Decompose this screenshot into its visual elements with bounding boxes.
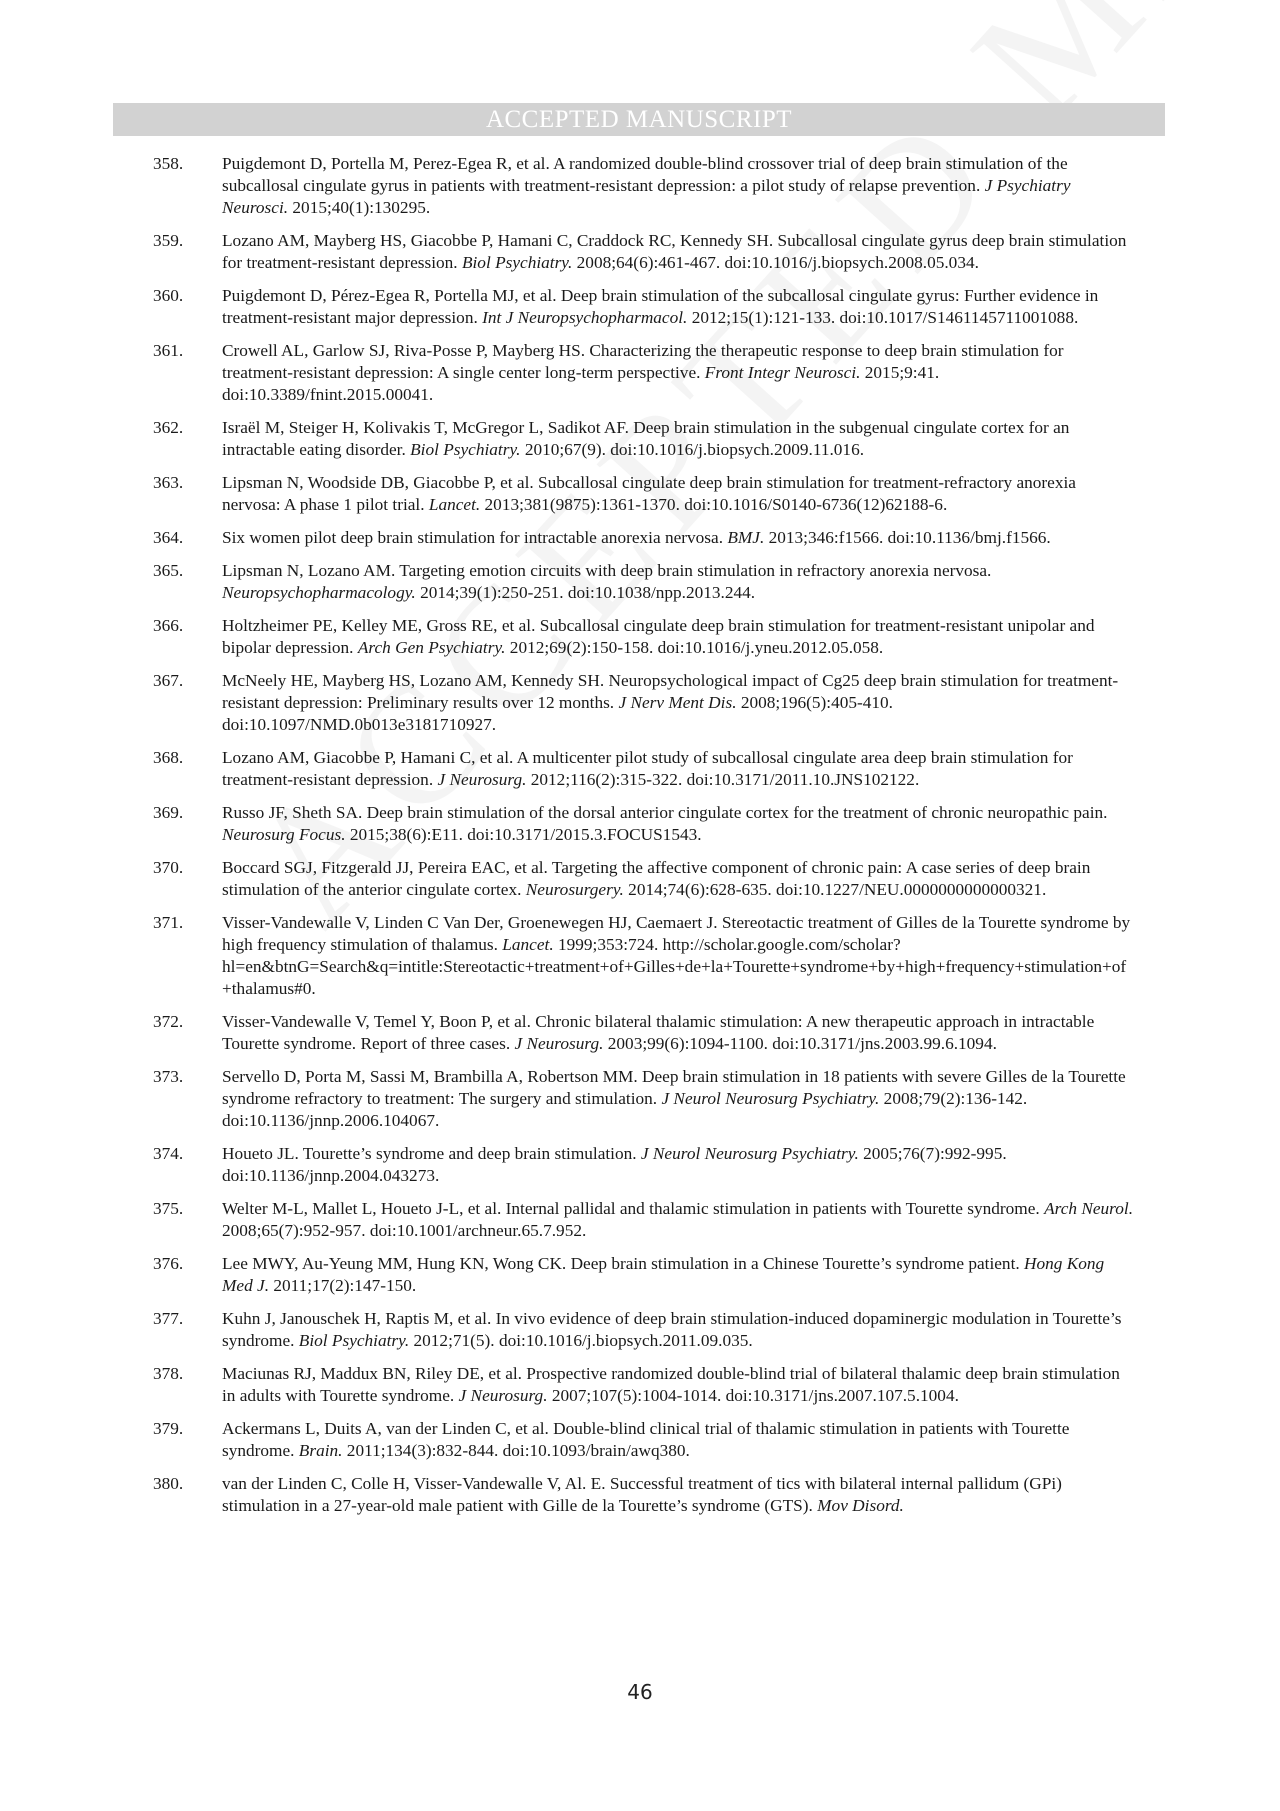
reference-text bbox=[222, 1011, 1135, 1055]
reference-journal: J Neurosurg. bbox=[437, 770, 527, 789]
reference-text bbox=[222, 285, 1135, 329]
reference-citation: Lee MWY, Au-Yeung MM, Hung KN, Wong CK. Deep brain stimulation in a Chinese Tourette’s syndrome patient. bbox=[222, 1254, 1025, 1273]
reference-journal: Biol Psychiatry. bbox=[461, 253, 573, 272]
reference-citation: Lozano AM, Mayberg HS, Giacobbe P, Hamani C, Craddock RC, Kennedy SH. Subcallosal cingulate gyrus deep brain stimulation for treatment-resistant depression. bbox=[222, 231, 1127, 272]
reference-citation: Houeto JL. Tourette’s syndrome and deep brain stimulation. bbox=[222, 1144, 641, 1163]
reference-number: 364. bbox=[153, 528, 184, 547]
reference-details: 2015;40(1):130295. bbox=[288, 198, 431, 217]
reference-item bbox=[0, 615, 1280, 659]
reference-number: 371. bbox=[153, 913, 184, 932]
reference-text bbox=[222, 912, 1135, 1000]
reference-item bbox=[0, 1253, 1280, 1297]
reference-details: 2008;65(7):952-957. doi:10.1001/archneur.65.7.952. bbox=[222, 1221, 587, 1240]
reference-text bbox=[222, 857, 1135, 901]
reference-text bbox=[222, 472, 1135, 516]
reference-details: 2012;116(2):315-322. doi:10.3171/2011.10.JNS102122. bbox=[526, 770, 920, 789]
reference-item bbox=[0, 747, 1280, 791]
reference-citation: Israël M, Steiger H, Kolivakis T, McGregor L, Sadikot AF. Deep brain stimulation in the subgenual cingulate cortex for an intractable eating disorder. bbox=[222, 418, 1070, 459]
reference-number: 377. bbox=[153, 1309, 184, 1328]
reference-number: 360. bbox=[153, 286, 184, 305]
reference-citation: Visser-Vandewalle V, Linden C Van Der, Groenewegen HJ, Caemaert J. Stereotactic treatment of Gilles de la Tourette syndrome by high frequency stimulation of thalamus. bbox=[222, 913, 1131, 954]
reference-item bbox=[0, 1198, 1280, 1242]
reference-item bbox=[0, 153, 1280, 219]
reference-details: 2008;64(6):461-467. doi:10.1016/j.biopsych.2008.05.034. bbox=[572, 253, 979, 272]
reference-journal: J Neurosurg. bbox=[458, 1386, 548, 1405]
reference-item bbox=[0, 1308, 1280, 1352]
reference-text bbox=[222, 1143, 1135, 1187]
banner-text: ACCEPTED MANUSCRIPT bbox=[485, 106, 793, 133]
reference-citation: McNeely HE, Mayberg HS, Lozano AM, Kennedy SH. Neuropsychological impact of Cg25 deep brain stimulation for treatment-resistant depression: Preliminary results over 12 months. bbox=[222, 671, 1119, 712]
reference-item bbox=[0, 1011, 1280, 1055]
reference-number: 379. bbox=[153, 1419, 184, 1438]
reference-citation: Crowell AL, Garlow SJ, Riva-Posse P, Mayberg HS. Characterizing the therapeutic response to deep brain stimulation for treatment-resistant depression: A single center long-term perspective. bbox=[222, 341, 1064, 382]
reference-citation: Ackermans L, Duits A, van der Linden C, et al. Double-blind clinical trial of thalamic stimulation in patients with Tourette syndrome. bbox=[222, 1419, 1070, 1460]
reference-citation: Puigdemont D, Portella M, Perez-Egea R, et al. A randomized double-blind crossover trial of deep brain stimulation of the subcallosal cingulate gyrus in patients with treatment-resistant depression: a pilot study of relapse prevention. bbox=[222, 154, 1068, 195]
reference-details: 2010;67(9). doi:10.1016/j.biopsych.2009.11.016. bbox=[520, 440, 865, 459]
reference-number: 376. bbox=[153, 1254, 184, 1273]
reference-citation: Lipsman N, Woodside DB, Giacobbe P, et al. Subcallosal cingulate deep brain stimulation for treatment-refractory anorexia nervosa: A phase 1 pilot trial. bbox=[222, 473, 1076, 514]
reference-journal: Int J Neuropsychopharmacol. bbox=[482, 308, 688, 327]
reference-item bbox=[0, 472, 1280, 516]
reference-citation: Russo JF, Sheth SA. Deep brain stimulation of the dorsal anterior cingulate cortex for the treatment of chronic neuropathic pain. bbox=[222, 803, 1108, 822]
reference-journal: Lancet. bbox=[428, 495, 481, 514]
reference-journal: BMJ. bbox=[727, 528, 765, 547]
reference-text bbox=[222, 615, 1135, 659]
reference-number: 367. bbox=[153, 671, 184, 690]
reference-item bbox=[0, 1363, 1280, 1407]
reference-details: 1999;353:724. http://scholar.google.com/scholar?hl=en&btnG=Search&q=intitle:Stereotactic+treatment+of+Gilles+de+la+Tourette+syndrome+by+high+frequency+stimulation+of+thalamus#0. bbox=[222, 935, 1127, 998]
reference-citation: Boccard SGJ, Fitzgerald JJ, Pereira EAC, et al. Targeting the affective component of chronic pain: A case series of deep brain stimulation of the anterior cingulate cortex. bbox=[222, 858, 1091, 899]
reference-item bbox=[0, 1066, 1280, 1132]
reference-details: 2008;79(2):136-142. doi:10.1136/jnnp.2006.104067. bbox=[222, 1089, 1028, 1130]
reference-text bbox=[222, 1253, 1135, 1297]
reference-details: 2013;381(9875):1361-1370. doi:10.1016/S0140-6736(12)62188-6. bbox=[480, 495, 948, 514]
reference-details: 2013;346:f1566. doi:10.1136/bmj.f1566. bbox=[764, 528, 1051, 547]
reference-item bbox=[0, 285, 1280, 329]
reference-number: 366. bbox=[153, 616, 184, 635]
reference-text bbox=[222, 747, 1135, 791]
reference-number: 359. bbox=[153, 231, 184, 250]
reference-number: 375. bbox=[153, 1199, 184, 1218]
reference-citation: Puigdemont D, Pérez-Egea R, Portella MJ, et al. Deep brain stimulation of the subcallosal cingulate gyrus: Further evidence in treatment-resistant major depression. bbox=[222, 286, 1099, 327]
reference-item bbox=[0, 802, 1280, 846]
reference-item bbox=[0, 1143, 1280, 1187]
reference-details: 2012;69(2):150-158. doi:10.1016/j.yneu.2012.05.058. bbox=[505, 638, 884, 657]
reference-item bbox=[0, 560, 1280, 604]
reference-text bbox=[222, 802, 1135, 846]
reference-journal: Mov Disord. bbox=[817, 1496, 904, 1515]
reference-number: 369. bbox=[153, 803, 184, 822]
reference-details: 2012;71(5). doi:10.1016/j.biopsych.2011.09.035. bbox=[409, 1331, 753, 1350]
reference-details: 2011;134(3):832-844. doi:10.1093/brain/awq380. bbox=[342, 1441, 690, 1460]
reference-number: 363. bbox=[153, 473, 184, 492]
reference-number: 378. bbox=[153, 1364, 184, 1383]
reference-journal: J Nerv Ment Dis. bbox=[618, 693, 737, 712]
reference-item bbox=[0, 340, 1280, 406]
page-number: 46 bbox=[627, 1680, 653, 1704]
reference-number: 372. bbox=[153, 1012, 184, 1031]
reference-details: 2007;107(5):1004-1014. doi:10.3171/jns.2007.107.5.1004. bbox=[547, 1386, 959, 1405]
reference-journal: J Neurosurg. bbox=[514, 1034, 604, 1053]
reference-item bbox=[0, 1473, 1280, 1517]
reference-text bbox=[222, 1418, 1135, 1462]
reference-journal: Arch Gen Psychiatry. bbox=[357, 638, 506, 657]
reference-citation: Kuhn J, Janouschek H, Raptis M, et al. In vivo evidence of deep brain stimulation-induced dopaminergic modulation in Tourette’s syndrome. bbox=[222, 1309, 1122, 1350]
reference-journal: Lancet. bbox=[502, 935, 554, 954]
reference-number: 362. bbox=[153, 418, 184, 437]
reference-journal: Neuropsychopharmacology. bbox=[222, 583, 416, 602]
reference-text bbox=[222, 1363, 1135, 1407]
reference-journal: Biol Psychiatry. bbox=[298, 1331, 410, 1350]
reference-text bbox=[222, 340, 1135, 406]
reference-journal: Neurosurg Focus. bbox=[222, 825, 346, 844]
reference-journal: Brain. bbox=[298, 1441, 343, 1460]
reference-number: 380. bbox=[153, 1474, 184, 1493]
reference-details: 2014;39(1):250-251. doi:10.1038/npp.2013.244. bbox=[415, 583, 756, 602]
reference-text bbox=[222, 560, 1135, 604]
reference-citation: Visser-Vandewalle V, Temel Y, Boon P, et al. Chronic bilateral thalamic stimulation: A new therapeutic approach in intractable Tourette syndrome. Report of three cases. bbox=[222, 1012, 1095, 1053]
reference-text bbox=[222, 417, 1135, 461]
reference-text bbox=[222, 230, 1135, 274]
reference-journal: Arch Neurol. bbox=[1044, 1199, 1134, 1218]
reference-journal: Front Integr Neurosci. bbox=[704, 363, 861, 382]
reference-item bbox=[0, 670, 1280, 736]
accepted-manuscript-banner bbox=[113, 103, 1165, 136]
reference-text bbox=[222, 1473, 1135, 1517]
reference-text bbox=[222, 1198, 1135, 1242]
reference-number: 368. bbox=[153, 748, 184, 767]
reference-number: 370. bbox=[153, 858, 184, 877]
reference-item bbox=[0, 912, 1280, 1000]
reference-journal: Hong Kong Med J. bbox=[222, 1254, 1105, 1295]
reference-number: 358. bbox=[153, 154, 184, 173]
reference-item bbox=[0, 230, 1280, 274]
reference-item bbox=[0, 1418, 1280, 1462]
reference-list bbox=[0, 153, 1280, 1528]
reference-details: 2014;74(6):628-635. doi:10.1227/NEU.0000000000000321. bbox=[623, 880, 1047, 899]
reference-number: 361. bbox=[153, 341, 184, 360]
reference-journal: J Neurol Neurosurg Psychiatry. bbox=[661, 1089, 880, 1108]
reference-details: 2003;99(6):1094-1100. doi:10.3171/jns.2003.99.6.1094. bbox=[603, 1034, 997, 1053]
reference-text bbox=[222, 1308, 1135, 1352]
reference-details: 2015;38(6):E11. doi:10.3171/2015.3.FOCUS1543. bbox=[345, 825, 702, 844]
reference-citation: Maciunas RJ, Maddux BN, Riley DE, et al. Prospective randomized double-blind trial of bilateral thalamic deep brain stimulation in adults with Tourette syndrome. bbox=[222, 1364, 1120, 1405]
reference-citation: Six women pilot deep brain stimulation for intractable anorexia nervosa. bbox=[222, 528, 728, 547]
reference-details: 2011;17(2):147-150. bbox=[269, 1276, 417, 1295]
reference-number: 374. bbox=[153, 1144, 184, 1163]
reference-text bbox=[222, 153, 1135, 219]
reference-journal: Neurosurgery. bbox=[525, 880, 624, 899]
reference-citation: Holtzheimer PE, Kelley ME, Gross RE, et al. Subcallosal cingulate deep brain stimulation for treatment-resistant unipolar and bipolar depression. bbox=[222, 616, 1095, 657]
reference-details: 2012;15(1):121-133. doi:10.1017/S1461145711001088. bbox=[687, 308, 1079, 327]
reference-citation: Welter M-L, Mallet L, Houeto J-L, et al. Internal pallidal and thalamic stimulation in patients with Tourette syndrome. bbox=[222, 1199, 1045, 1218]
reference-item bbox=[0, 527, 1280, 549]
reference-journal: J Psychiatry Neurosci. bbox=[222, 176, 1071, 217]
reference-details: 2008;196(5):405-410. doi:10.1097/NMD.0b013e3181710927. bbox=[222, 693, 893, 734]
reference-details: 2015;9:41. doi:10.3389/fnint.2015.00041. bbox=[222, 363, 940, 404]
reference-citation: Servello D, Porta M, Sassi M, Brambilla A, Robertson MM. Deep brain stimulation in 18 patients with severe Gilles de la Tourette syndrome refractory to treatment: The surgery and stimulation. bbox=[222, 1067, 1126, 1108]
reference-journal: J Neurol Neurosurg Psychiatry. bbox=[640, 1144, 859, 1163]
reference-text bbox=[222, 527, 1135, 549]
reference-citation: Lozano AM, Giacobbe P, Hamani C, et al. A multicenter pilot study of subcallosal cingulate area deep brain stimulation for treatment-resistant depression. bbox=[222, 748, 1073, 789]
reference-citation: Lipsman N, Lozano AM. Targeting emotion circuits with deep brain stimulation in refractory anorexia nervosa. bbox=[222, 561, 992, 580]
reference-item bbox=[0, 857, 1280, 901]
reference-text bbox=[222, 1066, 1135, 1132]
reference-citation: van der Linden C, Colle H, Visser-Vandewalle V, Al. E. Successful treatment of tics with bilateral internal pallidum (GPi) stimulation in a 27-year-old male patient with Gille de la Tourette’s syndrome (GTS). bbox=[222, 1474, 1062, 1515]
reference-number: 365. bbox=[153, 561, 184, 580]
reference-number: 373. bbox=[153, 1067, 184, 1086]
reference-details: 2005;76(7):992-995. doi:10.1136/jnnp.2004.043273. bbox=[222, 1144, 1007, 1185]
reference-item bbox=[0, 417, 1280, 461]
reference-text bbox=[222, 670, 1135, 736]
reference-journal: Biol Psychiatry. bbox=[410, 440, 521, 459]
